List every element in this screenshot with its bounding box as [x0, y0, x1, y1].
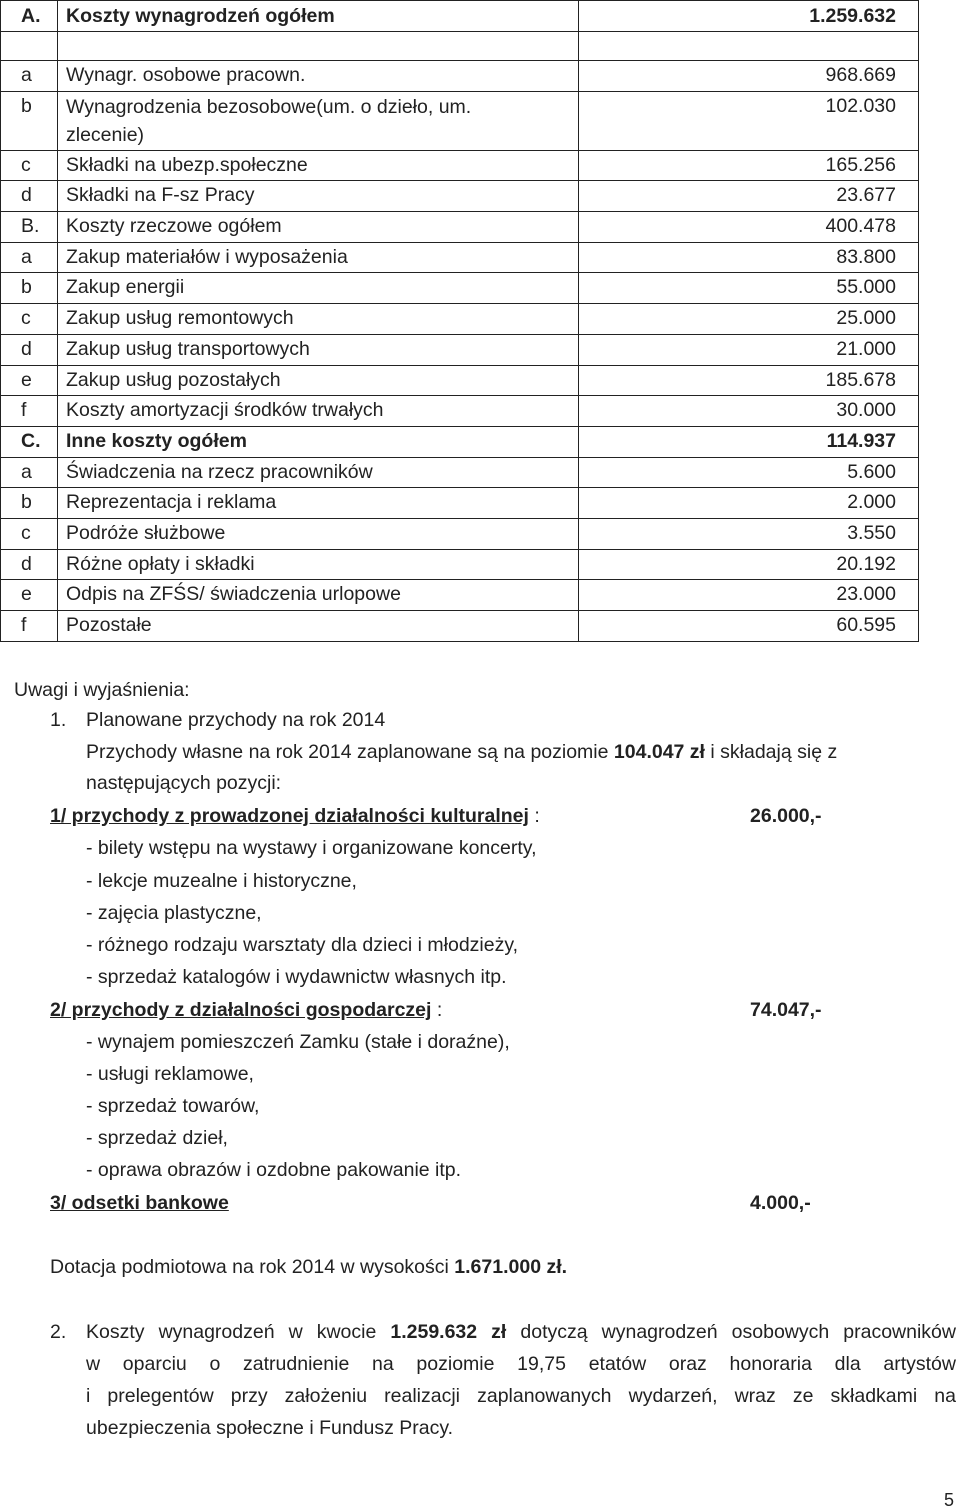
- row-desc: Wynagr. osobowe pracown.: [58, 61, 579, 92]
- table-row: [1, 549, 919, 580]
- group-title-text: 3/ odsetki bankowe: [50, 1192, 229, 1214]
- paragraph-line: w oparciu o zatrudnienie na poziomie 19,75 etatów oraz honoraria dla artystów: [86, 1353, 956, 1375]
- paragraph-line: i prelegentów przy założeniu realizacji zaplanowanych wydarzeń, wraz ze składkami na: [86, 1385, 956, 1407]
- row-amount: 3.550: [579, 518, 919, 549]
- table-row: [1, 488, 919, 519]
- group-colon: :: [528, 805, 540, 827]
- section-label: C.: [1, 426, 58, 457]
- table-row: [1, 61, 919, 92]
- row-amount: 165.256: [579, 150, 919, 181]
- paragraph-line: [86, 1320, 956, 1344]
- row-label: d: [1, 181, 58, 212]
- list-item: - zajęcia plastyczne,: [86, 902, 262, 924]
- section-b-row: [1, 212, 919, 243]
- subsidy-line: [50, 1255, 567, 1279]
- row-label: f: [1, 611, 58, 642]
- row-amount: 102.030: [579, 91, 919, 150]
- section-amount: 1.259.632: [579, 1, 919, 32]
- row-desc: Zakup usług transportowych: [58, 334, 579, 365]
- row-label: c: [1, 150, 58, 181]
- table-row: [1, 365, 919, 396]
- notes-heading: Uwagi i wyjaśnienia:: [14, 679, 190, 701]
- group-1-amount: 26.000,-: [750, 805, 822, 827]
- revenue-summary-line-2: następujących pozycji:: [86, 772, 282, 794]
- row-label: b: [1, 91, 58, 150]
- list-item: - oprawa obrazów i ozdobne pakowanie itp.: [86, 1159, 462, 1181]
- revenue-summary-line: [86, 740, 837, 764]
- text-run: Dotacja podmiotowa na rok 2014 w wysokości: [50, 1256, 455, 1278]
- salary-total: 1.259.632 zł: [390, 1321, 507, 1343]
- row-amount: 2.000: [579, 488, 919, 519]
- row-desc: Podróże służbowe: [58, 518, 579, 549]
- group-colon: :: [431, 999, 443, 1021]
- row-desc: Składki na F-sz Pracy: [58, 181, 579, 212]
- group-3-title: [50, 1191, 229, 1215]
- row-amount: 83.800: [579, 242, 919, 273]
- section-label: B.: [1, 212, 58, 243]
- revenue-total: 104.047 zł: [613, 741, 705, 763]
- row-amount: 185.678: [579, 365, 919, 396]
- table-row: [1, 242, 919, 273]
- table-row: [1, 273, 919, 304]
- group-title-text: 2/ przychody z działalności gospodarczej: [50, 999, 432, 1021]
- row-amount: 21.000: [579, 334, 919, 365]
- row-label: e: [1, 365, 58, 396]
- row-amount: 23.000: [579, 580, 919, 611]
- spacer-row: [1, 32, 919, 61]
- row-desc: Różne opłaty i składki: [58, 549, 579, 580]
- text-run: Przychody własne na rok 2014 zaplanowane są na poziomie: [86, 741, 614, 763]
- section-amount: 400.478: [579, 212, 919, 243]
- text-run: Koszty wynagrodzeń w kwocie: [86, 1321, 391, 1343]
- page-number: 5: [944, 1490, 955, 1510]
- row-desc: Zakup energii: [58, 273, 579, 304]
- subsidy-amount: 1.671.000 zł.: [454, 1256, 568, 1278]
- row-label: b: [1, 488, 58, 519]
- list-item: - usługi reklamowe,: [86, 1063, 254, 1085]
- row-label: d: [1, 549, 58, 580]
- list-item: - sprzedaż katalogów i wydawnictw własnych itp.: [86, 966, 507, 988]
- section-a-row: [1, 1, 919, 32]
- table-row: [1, 611, 919, 642]
- table-row: [1, 181, 919, 212]
- row-desc: Świadczenia na rzecz pracowników: [58, 457, 579, 488]
- row-amount: 55.000: [579, 273, 919, 304]
- row-label: f: [1, 396, 58, 427]
- text-run: i składają się z: [704, 741, 838, 763]
- row-desc: Pozostałe: [58, 611, 579, 642]
- group-2-title: [50, 998, 442, 1022]
- section-title: Koszty rzeczowe ogółem: [58, 212, 579, 243]
- table-row: [1, 91, 919, 150]
- row-desc: Koszty amortyzacji środków trwałych: [58, 396, 579, 427]
- point-2-number: 2.: [50, 1321, 67, 1343]
- row-desc: Reprezentacja i reklama: [58, 488, 579, 519]
- row-label: c: [1, 304, 58, 335]
- point-1-number: 1.: [50, 709, 67, 731]
- cost-table: [0, 0, 919, 642]
- row-desc: [58, 91, 579, 150]
- group-1-title: [50, 804, 540, 828]
- row-label: e: [1, 580, 58, 611]
- row-desc: Zakup usług pozostałych: [58, 365, 579, 396]
- section-c-row: [1, 426, 919, 457]
- list-item: - bilety wstępu na wystawy i organizowane koncerty,: [86, 837, 537, 859]
- row-label: a: [1, 61, 58, 92]
- list-item: - różnego rodzaju warsztaty dla dzieci i młodzieży,: [86, 934, 519, 956]
- group-2-amount: 74.047,-: [750, 999, 822, 1021]
- row-desc: Odpis na ZFŚS/ świadczenia urlopowe: [58, 580, 579, 611]
- row-label: c: [1, 518, 58, 549]
- row-label: b: [1, 273, 58, 304]
- row-label: a: [1, 457, 58, 488]
- text-run: dotyczą wynagrodzeń osobowych pracowników: [506, 1321, 956, 1343]
- row-label: a: [1, 242, 58, 273]
- row-desc: Zakup materiałów i wyposażenia: [58, 242, 579, 273]
- list-item: - lekcje muzealne i historyczne,: [86, 870, 357, 892]
- section-label: A.: [1, 1, 58, 32]
- point-1-title: Planowane przychody na rok 2014: [86, 709, 386, 731]
- row-amount: 60.595: [579, 611, 919, 642]
- group-3-amount: 4.000,-: [750, 1192, 811, 1214]
- paragraph-line: ubezpieczenia społeczne i Fundusz Pracy.: [86, 1417, 454, 1439]
- table-row: [1, 304, 919, 335]
- row-desc-line: zlecenie): [66, 123, 145, 146]
- row-amount: 968.669: [579, 61, 919, 92]
- section-amount: 114.937: [579, 426, 919, 457]
- section-title: Koszty wynagrodzeń ogółem: [58, 1, 579, 32]
- row-amount: 23.677: [579, 181, 919, 212]
- row-amount: 20.192: [579, 549, 919, 580]
- table-row: [1, 580, 919, 611]
- row-label: d: [1, 334, 58, 365]
- table-row: [1, 457, 919, 488]
- group-title-text: 1/ przychody z prowadzonej działalności kulturalnej: [50, 805, 529, 827]
- row-amount: 25.000: [579, 304, 919, 335]
- row-amount: 30.000: [579, 396, 919, 427]
- section-title: Inne koszty ogółem: [58, 426, 579, 457]
- table-row: [1, 518, 919, 549]
- list-item: - sprzedaż dzieł,: [86, 1127, 228, 1149]
- row-amount: 5.600: [579, 457, 919, 488]
- row-desc-line: Wynagrodzenia bezosobowe(um. o dzieło, um.: [66, 95, 472, 118]
- table-row: [1, 334, 919, 365]
- row-desc: Składki na ubezp.społeczne: [58, 150, 579, 181]
- table-row: [1, 396, 919, 427]
- list-item: - sprzedaż towarów,: [86, 1095, 260, 1117]
- table-row: [1, 150, 919, 181]
- list-item: - wynajem pomieszczeń Zamku (stałe i doraźne),: [86, 1031, 510, 1053]
- row-desc: Zakup usług remontowych: [58, 304, 579, 335]
